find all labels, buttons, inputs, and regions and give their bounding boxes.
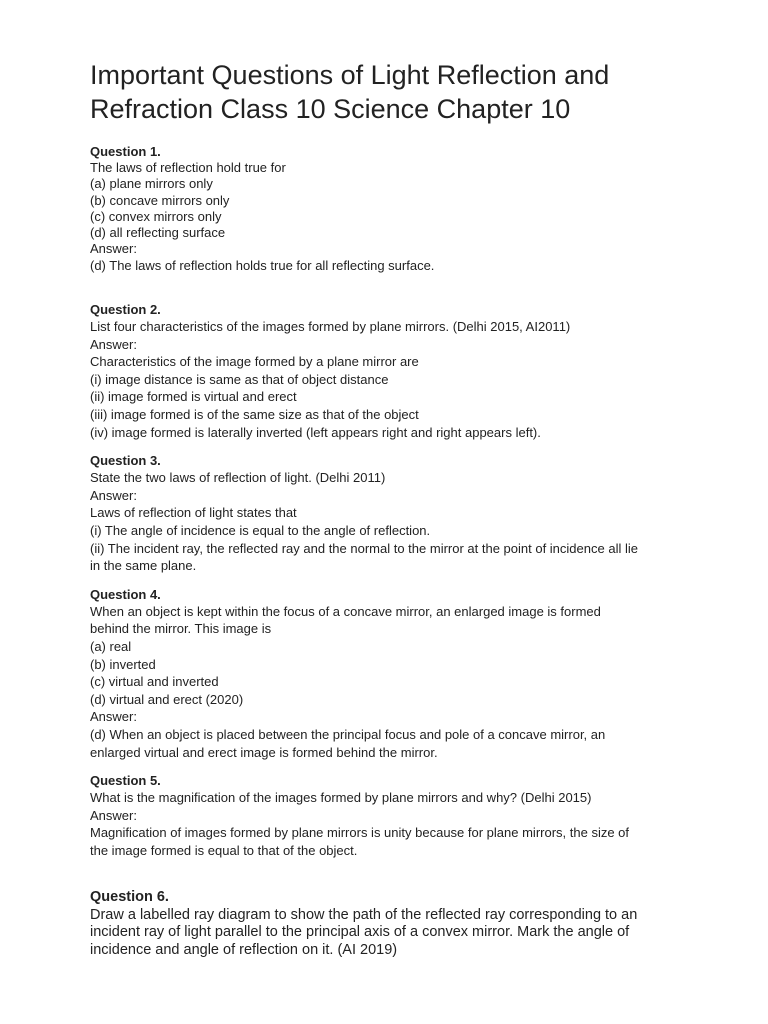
question-text-line: (b) concave mirrors only — [90, 192, 230, 208]
question-block — [90, 144, 728, 274]
question-text-line: Answer: — [90, 807, 137, 823]
page-title — [90, 58, 728, 126]
title-line-1: Important Questions of Light Reflection and — [90, 60, 610, 90]
question-text-line: (ii) image formed is virtual and erect — [90, 389, 297, 405]
question-text-line: (c) virtual and inverted — [90, 674, 219, 690]
question-text-line: Draw a labelled ray diagram to show the path of the reflected ray corresponding to an — [90, 906, 638, 923]
question-text-line: (b) inverted — [90, 656, 156, 672]
question-text-line: (d) When an object is placed between the principal focus and pole of a concave mirror, an — [90, 726, 606, 742]
question-text-line: (d) all reflecting surface — [90, 225, 226, 241]
question-text-line: (c) convex mirrors only — [90, 208, 222, 224]
question-text-line: Answer: — [90, 241, 137, 257]
question-text-line: Magnification of images formed by plane mirrors is unity because for plane mirrors, the size of — [90, 825, 630, 841]
question-text-line: (a) plane mirrors only — [90, 176, 213, 192]
question-text-line: (a) real — [90, 638, 132, 654]
question-text-line: (iii) image formed is of the same size as that of the object — [90, 407, 419, 423]
question-text-line: (i) image distance is same as that of object distance — [90, 371, 389, 387]
question-text-line: (iv) image formed is laterally inverted (left appears right and right appears left). — [90, 424, 541, 440]
question-text-line: incident ray of light parallel to the principal axis of a convex mirror. Mark the angle of — [90, 924, 630, 941]
question-text-line: (ii) The incident ray, the reflected ray and the normal to the mirror at the point of incidence all lie — [90, 540, 638, 556]
question-text-line: (d) The laws of reflection holds true for all reflecting surface. — [90, 257, 435, 273]
question-text-line: incidence and angle of reflection on it. (AI 2019) — [90, 941, 398, 958]
question-text-line: Answer: — [90, 709, 137, 725]
question-text-line: behind the mirror. This image is — [90, 621, 272, 637]
question-block — [90, 302, 728, 441]
question-heading: Question 2. — [90, 302, 161, 318]
title-line-2: Refraction Class 10 Science Chapter 10 — [90, 94, 571, 124]
question-heading: Question 3. — [90, 453, 161, 469]
question-text-line: The laws of reflection hold true for — [90, 160, 286, 175]
question-text-line: the image formed is equal to that of the object. — [90, 842, 358, 858]
question-text-line: Characteristics of the image formed by a plane mirror are — [90, 354, 419, 370]
question-block — [90, 587, 728, 761]
question-text-line: (d) virtual and erect (2020) — [90, 691, 244, 707]
question-text-line: State the two laws of reflection of light. (Delhi 2011) — [90, 470, 386, 486]
questions-list — [90, 144, 728, 959]
question-text-line: When an object is kept within the focus of a concave mirror, an enlarged image is formed — [90, 603, 601, 619]
question-heading: Question 6. — [90, 888, 169, 905]
question-text-line: List four characteristics of the images formed by plane mirrors. (Delhi 2015, AI2011) — [90, 319, 571, 335]
question-text-line: (i) The angle of incidence is equal to the angle of reflection. — [90, 523, 431, 539]
question-heading: Question 1. — [90, 144, 161, 159]
question-text-line: What is the magnification of the images formed by plane mirrors and why? (Delhi 2015) — [90, 790, 592, 806]
question-block — [90, 453, 728, 575]
question-text-line: enlarged virtual and erect image is formed behind the mirror. — [90, 744, 438, 760]
question-block — [90, 773, 728, 859]
question-text-line: Answer: — [90, 487, 137, 503]
question-block — [90, 888, 728, 960]
question-heading: Question 5. — [90, 773, 161, 789]
question-text-line: in the same plane. — [90, 558, 197, 574]
question-text-line: Laws of reflection of light states that — [90, 505, 297, 521]
question-heading: Question 4. — [90, 586, 161, 602]
question-text-line: Answer: — [90, 336, 137, 352]
